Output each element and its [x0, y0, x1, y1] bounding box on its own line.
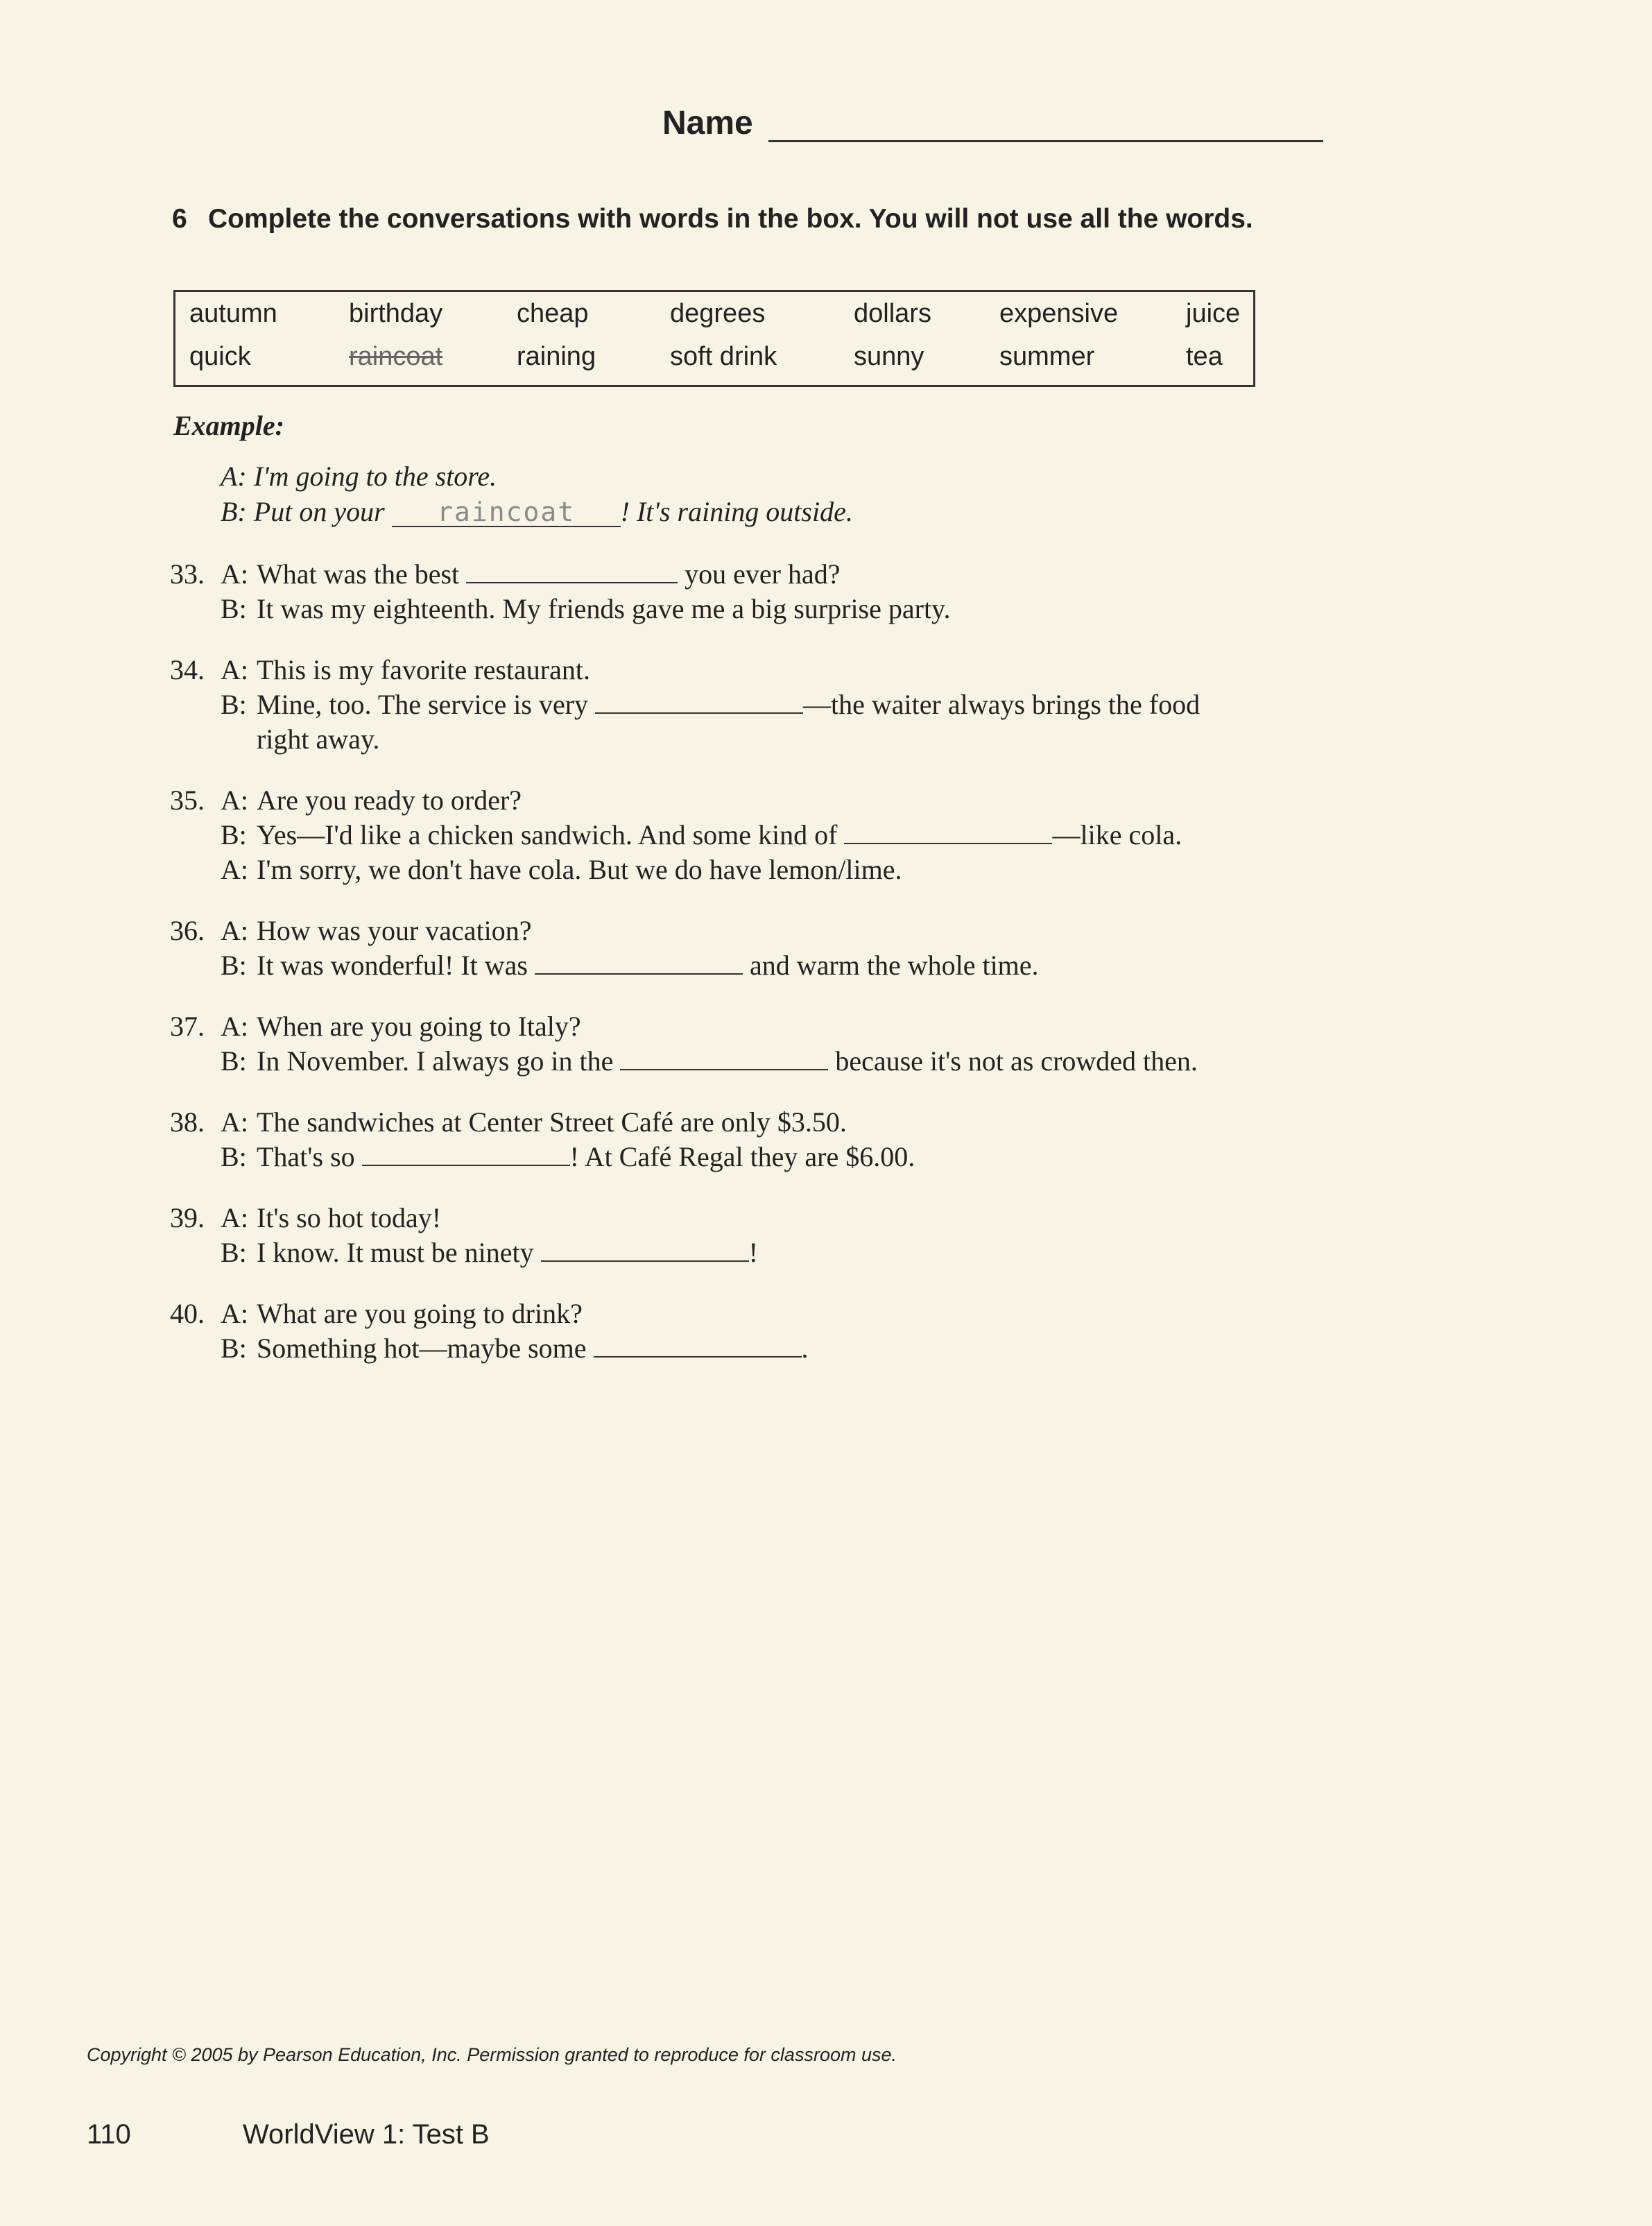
word-box-item: birthday — [349, 299, 443, 328]
word-box-item: soft drink — [670, 342, 777, 371]
speaker-label: B: — [221, 950, 247, 981]
speaker-label: B: — [221, 1045, 247, 1077]
section-number: 6 — [172, 204, 187, 234]
question-number: 37. — [170, 1011, 205, 1042]
speaker-label: B: — [221, 689, 247, 720]
word-box-item: cheap — [517, 299, 589, 328]
example-text: I'm going to the store. — [253, 461, 497, 492]
section-instruction — [172, 201, 1268, 237]
line-text: right away. — [257, 724, 380, 755]
book-title: WorldView 1: Test B — [243, 2119, 490, 2150]
speaker-label: B: — [221, 1141, 247, 1172]
line-text: The sandwiches at Center Street Café are only $3.50. — [257, 1106, 847, 1138]
line-text: This is my favorite restaurant. — [257, 654, 590, 685]
answer-blank[interactable] — [541, 1240, 749, 1262]
speaker-label: B: — [221, 1333, 247, 1364]
question-line — [257, 688, 1200, 721]
line-text: What are you going to drink? — [257, 1298, 583, 1329]
line-text: In November. I always go in the — [257, 1045, 614, 1077]
answer-blank[interactable] — [594, 1335, 802, 1358]
question-number: 36. — [170, 915, 205, 946]
word-box — [173, 290, 1255, 387]
answer-blank[interactable] — [362, 1144, 570, 1166]
answer-blank[interactable] — [595, 692, 803, 714]
line-text: and warm the whole time. — [750, 950, 1039, 981]
page-number: 110 — [87, 2119, 131, 2150]
line-text: I know. It must be ninety — [257, 1237, 534, 1268]
line-text: That's so — [257, 1141, 355, 1172]
speaker-label: A: — [221, 785, 248, 816]
line-text: —the waiter always brings the food — [803, 689, 1201, 720]
speaker-label: A: — [221, 461, 247, 492]
line-text: Mine, too. The service is very — [257, 689, 589, 720]
name-blank-line — [768, 112, 1323, 142]
line-text: . — [801, 1333, 809, 1364]
instruction-text: Complete the conversations with words in the box. You will not use all the words. — [208, 204, 1253, 234]
line-text: ! — [748, 1237, 758, 1268]
line-text: It was my eighteenth. My friends gave me a big surprise party. — [257, 593, 951, 624]
word-box-item: tea — [1186, 342, 1223, 371]
speaker-label: A: — [221, 1298, 248, 1329]
word-box-item: summer — [999, 342, 1095, 371]
example-handwritten-answer: raincoat — [437, 497, 576, 527]
speaker-label: A: — [221, 654, 248, 685]
line-text: I'm sorry, we don't have cola. But we do have lemon/lime. — [257, 854, 902, 885]
speaker-label: A: — [221, 1202, 248, 1233]
example-text: ! It's raining outside. — [620, 496, 853, 527]
example-line-b — [221, 495, 853, 528]
line-text: How was your vacation? — [257, 915, 532, 946]
question-number: 38. — [170, 1106, 205, 1138]
word-box-item: quick — [189, 342, 251, 371]
answer-blank[interactable] — [620, 1048, 828, 1070]
question-number: 34. — [170, 654, 205, 685]
question-number: 40. — [170, 1298, 205, 1329]
example-answer-blank — [392, 498, 621, 527]
speaker-label: B: — [221, 1237, 247, 1268]
line-text: ! At Café Regal they are $6.00. — [569, 1141, 915, 1172]
speaker-label: A: — [221, 854, 248, 885]
line-text: It's so hot today! — [257, 1202, 442, 1233]
question-line — [257, 949, 1039, 982]
speaker-label: B: — [221, 819, 247, 850]
word-box-item: dollars — [854, 299, 931, 328]
word-box-item: raining — [517, 342, 596, 371]
line-text: It was wonderful! It was — [257, 950, 528, 981]
speaker-label: A: — [221, 1106, 248, 1138]
word-box-item: juice — [1186, 299, 1241, 328]
word-box-item: degrees — [670, 299, 766, 328]
line-text: —like cola. — [1052, 819, 1182, 850]
example-heading: Example: — [173, 410, 284, 441]
line-text: Yes—I'd like a chicken sandwich. And some kind of — [257, 819, 838, 850]
speaker-label: A: — [221, 558, 248, 590]
line-text: When are you going to Italy? — [257, 1011, 581, 1042]
word-box-item: expensive — [999, 299, 1119, 328]
answer-blank[interactable] — [844, 822, 1052, 844]
question-number: 35. — [170, 785, 205, 816]
question-line — [257, 1045, 1198, 1077]
speaker-label: A: — [221, 1011, 248, 1042]
question-number: 33. — [170, 558, 205, 590]
name-label: Name — [662, 105, 753, 142]
speaker-label: A: — [221, 915, 248, 946]
name-row — [662, 104, 1323, 142]
question-line — [257, 1332, 809, 1364]
line-text: you ever had? — [685, 558, 841, 590]
answer-blank[interactable] — [535, 952, 743, 975]
word-box-item: sunny — [854, 342, 924, 371]
line-text: because it's not as crowded then. — [835, 1045, 1198, 1077]
speaker-label: B: — [221, 593, 247, 624]
word-box-item: autumn — [189, 299, 277, 328]
question-line — [257, 1140, 915, 1173]
example-line-a — [221, 460, 497, 493]
question-line — [257, 558, 840, 590]
line-text: What was the best — [257, 558, 460, 590]
copyright-notice: Copyright © 2005 by Pearson Education, Inc. Permission granted to reproduce for classroom use. — [87, 2044, 897, 2065]
speaker-label: B: — [221, 496, 247, 527]
question-number: 39. — [170, 1202, 205, 1233]
line-text: Something hot—maybe some — [257, 1333, 587, 1364]
line-text: Are you ready to order? — [257, 785, 522, 816]
question-line — [257, 1236, 758, 1269]
word-box-item-crossed-out: raincoat — [349, 342, 443, 371]
question-line — [257, 819, 1182, 851]
example-text: Put on your — [253, 496, 385, 527]
answer-blank[interactable] — [466, 561, 678, 583]
